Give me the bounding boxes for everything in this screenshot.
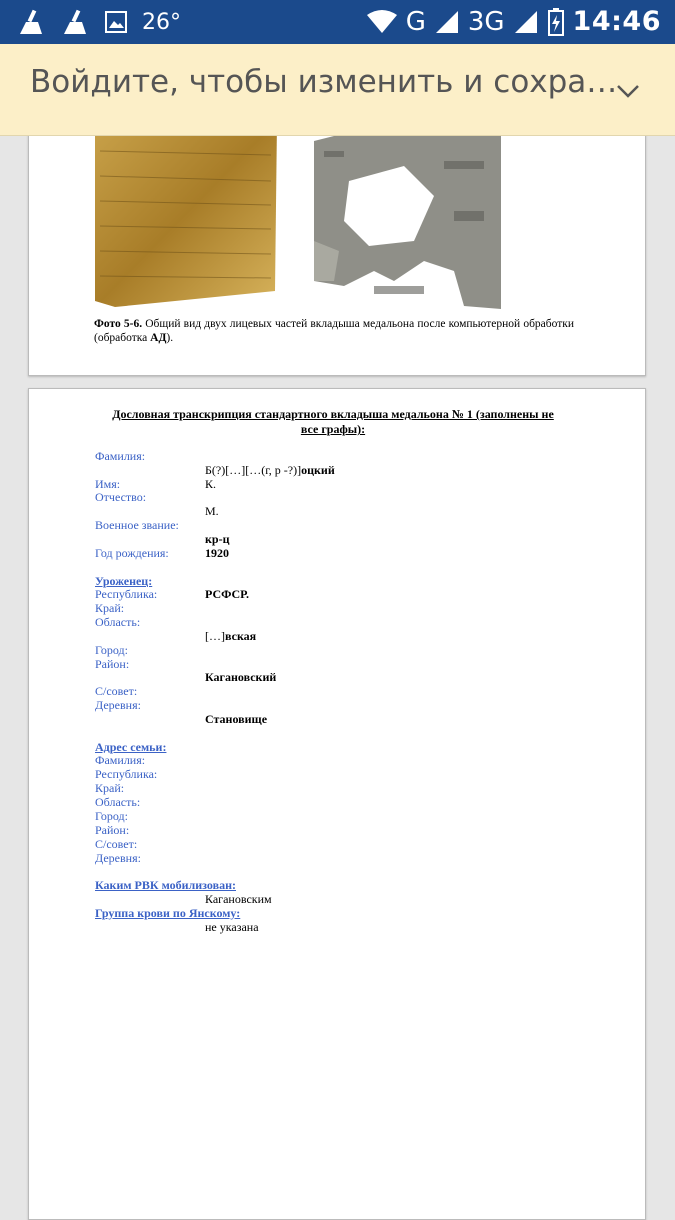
battery-charging-icon: [547, 7, 565, 37]
rvk-value: Кагановским: [205, 892, 272, 906]
patronymic-value: М.: [205, 504, 219, 518]
patronymic-label: Отчество:: [95, 490, 147, 504]
family-selsovet-label: С/совет:: [95, 837, 138, 851]
transcription-title: Дословная транскрипция стандартного вкладыша медальона № 1 (заполнены не все графы):: [112, 407, 554, 436]
surname-value: Б(?)[…][…(г, р -?)]оцкий: [205, 463, 335, 477]
document-page-2: [28, 388, 646, 1220]
family-republic-label: Республика:: [95, 767, 158, 781]
cleaner-broom-icon-2: [60, 8, 90, 36]
rvk-heading: Каким РВК мобилизован:: [95, 878, 236, 892]
family-district-label: Район:: [95, 823, 130, 837]
family-address-heading: Адрес семьи:: [95, 740, 167, 754]
status-bar: [0, 0, 675, 44]
network-3g-label: 3G: [467, 6, 505, 37]
village-value: Становище: [205, 712, 268, 726]
wifi-icon: [366, 9, 398, 35]
network-g-label: G: [405, 6, 426, 37]
oblast-label: Область:: [95, 615, 141, 629]
family-surname-label: Фамилия:: [95, 753, 146, 767]
cleaner-broom-icon: [16, 8, 46, 36]
medallion-photo-gold: [95, 121, 277, 309]
name-label: Имя:: [95, 477, 121, 491]
signal-icon: [434, 9, 460, 35]
district-label: Район:: [95, 657, 130, 671]
native-heading: Уроженец:: [95, 574, 153, 588]
blood-group-heading: Группа крови по Янскому:: [95, 906, 241, 920]
temperature: 26°: [142, 9, 181, 35]
photo-caption: Фото 5-6. Общий вид двух лицевых частей вкладыша медальона после компьютерной обработки (обработка АД).: [94, 318, 574, 344]
family-krai-label: Край:: [95, 781, 125, 795]
image-icon: [104, 10, 128, 34]
sign-in-banner[interactable]: [0, 44, 675, 136]
birth-year-value: 1920: [205, 546, 229, 560]
republic-value: РСФСР.: [205, 587, 249, 601]
oblast-value: […]вская: [205, 629, 257, 643]
rank-label: Военное звание:: [95, 518, 179, 532]
name-value: К.: [205, 477, 217, 491]
family-city-label: Город:: [95, 809, 128, 823]
signal-icon-2: [513, 9, 539, 35]
village-label: Деревня:: [95, 698, 141, 712]
family-village-label: Деревня:: [95, 851, 141, 865]
chevron-down-icon[interactable]: [615, 80, 641, 102]
medallion-photo-paper: [314, 121, 501, 309]
republic-label: Республика:: [95, 587, 158, 601]
city-label: Город:: [95, 643, 128, 657]
krai-label: Край:: [95, 601, 125, 615]
family-oblast-label: Область:: [95, 795, 141, 809]
selsovet-label: С/совет:: [95, 684, 138, 698]
surname-label: Фамилия:: [95, 449, 146, 463]
rank-value: кр-ц: [205, 532, 230, 546]
document-page-1: [28, 120, 646, 376]
clock: 14:46: [572, 6, 661, 37]
district-value: Кагановский: [205, 670, 277, 684]
blood-group-value: не указана: [205, 920, 259, 934]
banner-message[interactable]: Войдите, чтобы изменить и сохра…: [30, 64, 618, 100]
birth-year-label: Год рождения:: [95, 546, 169, 560]
